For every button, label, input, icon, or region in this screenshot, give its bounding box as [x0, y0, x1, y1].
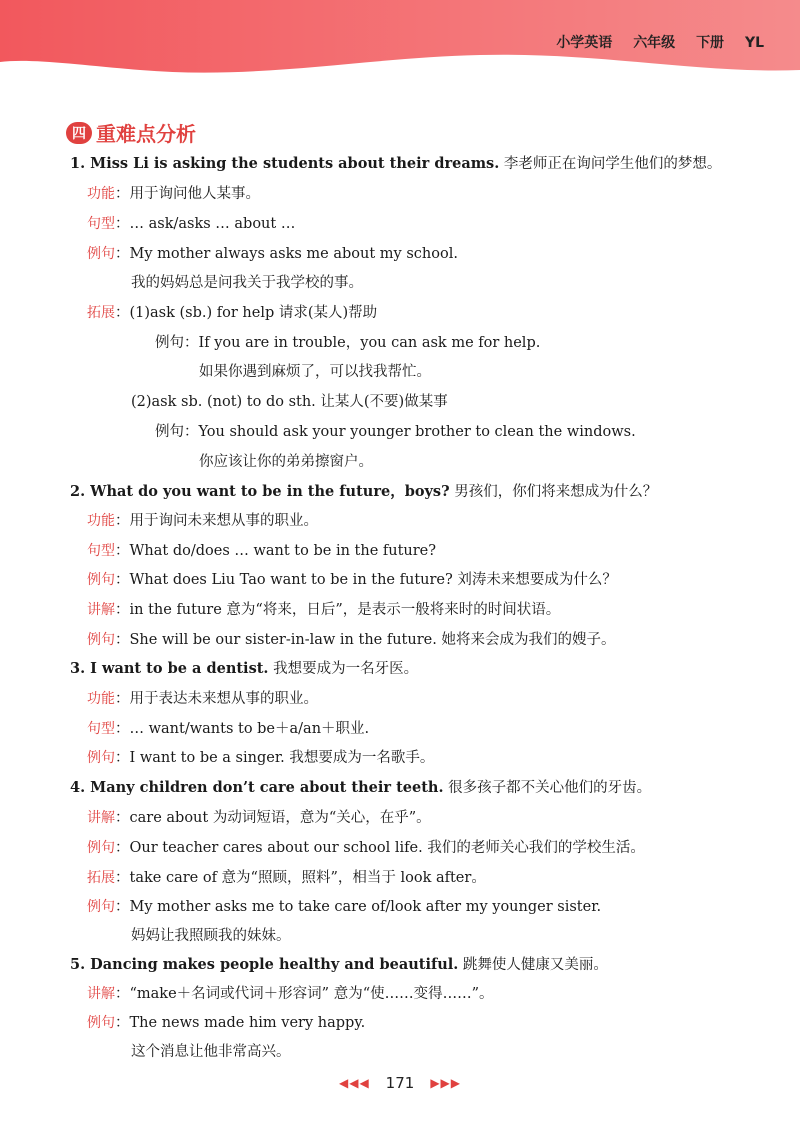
item-1-extension: 拓展：(1)ask (sb.) for help 请求(某人)帮助	[87, 305, 378, 321]
page-footer	[0, 1074, 800, 1092]
item-4-example-1: 例句：Our teacher cares about our school life. 我们的老师关心我们的学校生活。	[87, 840, 645, 856]
item-4-extension: 拓展：take care of 意为“照顾，照料”，相当于 look after。	[87, 870, 486, 886]
item-1-example: 例句：My mother always asks me about my school.	[87, 246, 458, 262]
header-edition: YL	[744, 35, 764, 51]
item-2-example-1: 例句：What does Liu Tao want to be in the future? 刘涛未来想要成为什么？	[87, 572, 617, 588]
item-5-example: 例句：The news made him very happy.	[87, 1015, 366, 1031]
item-2-pattern: 句型：What do/does … want to be in the future?	[87, 543, 437, 559]
item-1-ext2: (2)ask sb. (not) to do sth. 让某人(不要)做某事	[131, 394, 448, 410]
item-2-example-2: 例句：She will be our sister-in-law in the future. 她将来会成为我们的嫂子。	[87, 632, 616, 648]
left-arrows-icon: ◀◀◀	[338, 1076, 370, 1090]
item-3-pattern: 句型：… want/wants to be＋a/an＋职业.	[87, 721, 370, 737]
item-2-heading: 2. What do you want to be in the future，boys? 男孩们，你们将来想成为什么？	[70, 483, 658, 500]
item-1-example-cn: 我的妈妈总是问我关于我学校的事。	[131, 275, 363, 291]
item-3-example: 例句：I want to be a singer. 我想要成为一名歌手。	[87, 750, 435, 766]
section-title-text: 重难点分析	[96, 122, 196, 146]
item-2-explain: 讲解：in the future 意为“将来，日后”，是表示一般将来时的时间状语。	[87, 602, 561, 618]
header-subject: 小学英语	[556, 35, 613, 51]
item-1-ext2-example-cn: 你应该让你的弟弟擦窗户。	[199, 454, 373, 470]
header-info	[540, 32, 764, 52]
section-number-badge: 四	[66, 122, 92, 144]
item-5-explain: 讲解：“make＋名词或代词＋形容词” 意为“使……变得……”。	[87, 986, 494, 1002]
item-4-example-2: 例句：My mother asks me to take care of/look after my younger sister.	[87, 899, 602, 915]
item-3-function: 功能：用于表达未来想从事的职业。	[87, 691, 318, 707]
item-5-heading: 5. Dancing makes people healthy and beautiful. 跳舞使人健康又美丽。	[70, 956, 608, 973]
item-3-heading: 3. I want to be a dentist. 我想要成为一名牙医。	[70, 660, 419, 677]
item-1-ext1-example: 例句：If you are in trouble，you can ask me for help.	[155, 335, 541, 351]
item-5-example-cn: 这个消息让他非常高兴。	[131, 1044, 291, 1060]
item-2-function: 功能：用于询问未来想从事的职业。	[87, 513, 318, 529]
item-1-heading: 1. Miss Li is asking the students about their dreams. 李老师正在询问学生他们的梦想。	[70, 155, 722, 172]
item-1-pattern: 句型：… ask/asks … about …	[87, 216, 296, 232]
item-4-heading: 4. Many children don’t care about their teeth. 很多孩子都不关心他们的牙齿。	[70, 779, 652, 796]
page-number: 171	[385, 1074, 415, 1092]
item-1-function: 功能：用于询问他人某事。	[87, 186, 260, 202]
item-1-ext2-example: 例句：You should ask your younger brother to clean the windows.	[155, 424, 636, 440]
right-arrows-icon: ▶▶▶	[430, 1076, 461, 1090]
item-4-example-2-cn: 妈妈让我照顾我的妹妹。	[131, 928, 291, 944]
section-title	[66, 118, 196, 147]
header-volume: 下册	[696, 35, 725, 51]
header-grade: 六年级	[633, 35, 676, 51]
item-4-explain: 讲解：care about 为动词短语，意为“关心，在乎”。	[87, 810, 431, 826]
item-1-ext1-example-cn: 如果你遇到麻烦了，可以找我帮忙。	[199, 364, 431, 380]
